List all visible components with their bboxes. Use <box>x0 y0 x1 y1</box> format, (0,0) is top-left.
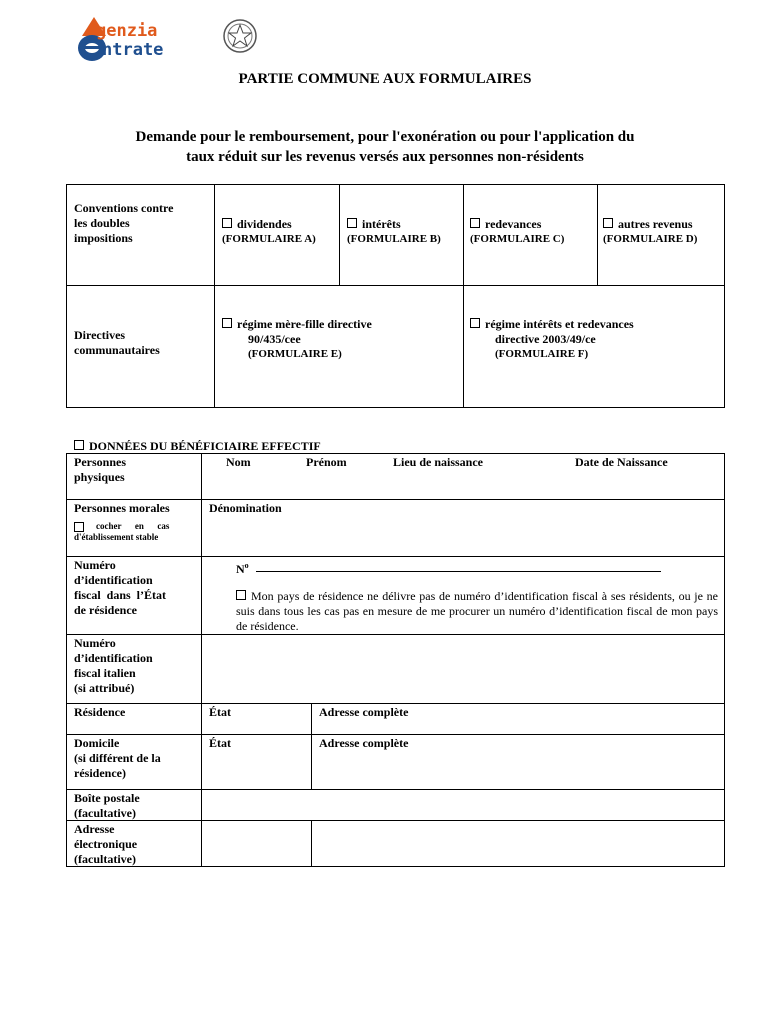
domicile-etat-label: État <box>209 736 231 750</box>
regime-mere-fille-checkbox[interactable] <box>222 318 232 328</box>
form-subtitle-line2: taux réduit sur les revenus versés aux personnes non-résidents <box>186 149 584 165</box>
domicile-label: Domicile (si différent de la résidence) <box>74 736 161 780</box>
personnes-physiques-label: Personnes physiques <box>74 455 126 484</box>
domicile-adresse-label: Adresse complète <box>319 736 409 750</box>
logo-line1: genzia <box>96 21 158 41</box>
residence-adresse-label: Adresse complète <box>319 705 409 719</box>
option-dividendes[interactable]: dividendes (FORMULAIRE A) <box>222 217 316 245</box>
option-interets[interactable]: intérêts (FORMULAIRE B) <box>347 217 441 245</box>
lieu-naissance-label: Lieu de naissance <box>393 455 484 469</box>
nif-italien-label: Numéro d’identification fiscal italien (si attribué) <box>74 636 153 695</box>
regime-interets-redevances-checkbox[interactable] <box>470 318 480 328</box>
adresse-electronique-field[interactable] <box>312 821 724 866</box>
boite-postale-label: Boîte postale (facultative) <box>74 791 140 820</box>
redevances-checkbox[interactable] <box>470 218 480 228</box>
etablissement-stable-checkbox[interactable] <box>74 522 84 532</box>
date-naissance-label: Date de Naissance <box>575 455 668 469</box>
nif-number-field[interactable]: $N^o$ <box>236 558 661 573</box>
option-regime-mere-fille[interactable]: régime mère-fille directive 90/435/cee (FORMULAIRE E) <box>222 317 422 361</box>
residence-etat-label: État <box>209 705 231 719</box>
boite-postale-field[interactable] <box>202 790 724 819</box>
form-subtitle-line1: Demande pour le remboursement, pour l'exonération ou pour l'application du <box>135 129 635 145</box>
nif-italien-field[interactable] <box>202 635 724 702</box>
personnes-morales-label: Personnes morales <box>74 501 170 515</box>
residence-label: Résidence <box>74 705 126 719</box>
interets-checkbox[interactable] <box>347 218 357 228</box>
nom-label: Nom <box>226 455 251 469</box>
nif-residence-label: Numéro d’identification fiscal dans l’État de résidence <box>74 558 167 617</box>
conventions-label: Conventions contre les doubles impositions <box>74 201 174 245</box>
logo-graphic <box>72 14 262 64</box>
directives-label: Directives communautaires <box>74 328 160 357</box>
beneficiary-heading[interactable]: DONNÉES DU BÉNÉFICIAIRE EFFECTIF <box>74 439 321 454</box>
nif-not-available-option[interactable]: Mon pays de résidence ne délivre pas de numéro d’identification fiscal à ses résidents, ou je ne suis dans tous les cas pas en mesure de me procurer un numéro d’identification fiscal de mon pays de résidence. <box>236 589 718 633</box>
beneficiary-checkbox[interactable] <box>74 440 84 450</box>
prenom-label: Prénom <box>306 455 347 469</box>
logo-line2: ntrate <box>102 40 164 60</box>
denomination-label: Dénomination <box>209 501 282 515</box>
etablissement-stable-option[interactable]: cocher en cas d'établissement stable <box>74 521 170 542</box>
option-autres-revenus[interactable]: autres revenus (FORMULAIRE D) <box>603 217 698 245</box>
autres-revenus-checkbox[interactable] <box>603 218 613 228</box>
page-title: PARTIE COMMUNE AUX FORMULAIRES <box>238 71 532 87</box>
option-regime-interets-redevances[interactable]: régime intérêts et redevances directive 2003/49/ce (FORMULAIRE F) <box>470 317 710 361</box>
option-redevances[interactable]: redevances (FORMULAIRE C) <box>470 217 565 245</box>
adresse-electronique-label: Adresse électronique (facultative) <box>74 822 138 866</box>
nif-not-available-checkbox[interactable] <box>236 590 246 600</box>
agenzia-entrate-logo <box>72 14 262 64</box>
dividendes-checkbox[interactable] <box>222 218 232 228</box>
